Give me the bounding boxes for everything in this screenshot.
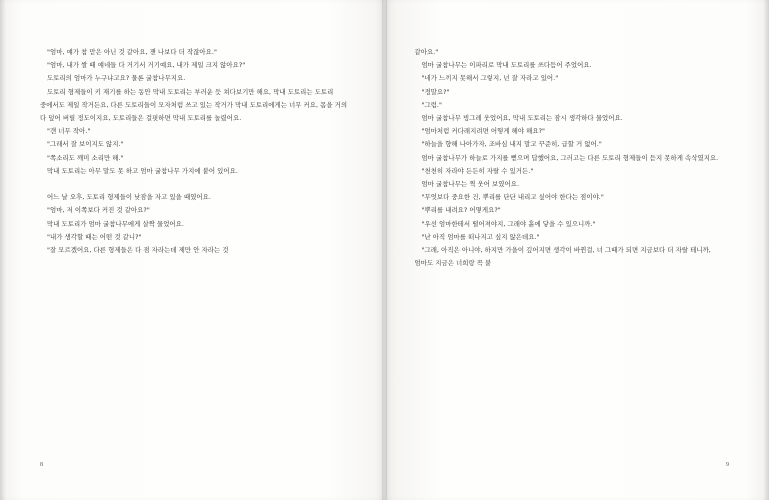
paragraph: 막내 도토리는 아무 말도 못 하고 엄마 굴참나무 가지에 붙어 있어요. <box>47 166 238 175</box>
paragraph: 같아요." <box>414 48 439 56</box>
paragraph: "엄마, 내가 쌀 때 얘네들 다 거기서 거기예요, 내가 제일 크지 않아요?" <box>47 61 246 70</box>
page-number-left: 8 <box>40 462 43 468</box>
paragraph: 엄마 굴참나무는 찍 웃어 보였어요. <box>421 180 520 189</box>
paragraph: "무엇보다 중요한 건, 뿌리를 단단 내리고 싶어야 한다는 점이야." <box>421 193 604 202</box>
paragraph: 엄마 굴참나무가 하늘로 가지를 뻗으며 답했어요, 그러고는 다른 도토리 형제들이 듣지 못하게 속삭였지요. <box>421 153 719 162</box>
paragraph: 엄마 굴참나무는 이파리로 막내 도토리를 쓰다듬어 주었어요. <box>421 61 592 70</box>
paragraph: 도토리 형제들이 키 재기를 하는 동안 막내 도토리는 부러운 듯 쳐다보기만 해요, 막내 도토리는 도토리 중에서도 제일 작거든요, 다른 도토리들이 모자처럼 쓰고 있는 작거가 막내 도토리에게는 너무 커요, 몸을 거의 다 덮어 버릴 정도이지요, 도토리들은 걸핏하면 막내 도토리를 놀렸어요. <box>40 87 348 123</box>
right-page-edge-shadow <box>763 0 769 500</box>
paragraph: 엄마 굴참나무 빙그레 웃었어요, 막내 도토리는 잠시 생각하다 물었어요. <box>421 114 623 123</box>
paragraph: "엄마, 저 이쪽보다 커진 것 같아요?" <box>47 206 150 215</box>
paragraph: "걘 너무 작아." <box>47 127 91 136</box>
paragraph: 막내 도토리가 엄마 굴참나무에게 살짝 물었어요. <box>47 219 184 228</box>
paragraph-spacer <box>40 178 355 191</box>
paragraph: "뿌리를 내려요? 어떻게요?" <box>421 206 501 215</box>
paragraph: "엄마처럼 커다래지려면 어떻게 해야 해요?" <box>421 127 546 136</box>
paragraph: "그래서 잘 보이지도 않지." <box>47 140 124 149</box>
paragraph: "우선 엄마한테서 떨어져야지, 그래야 흙에 닿을 수 있으니까." <box>421 219 596 228</box>
left-page-text <box>40 46 355 257</box>
right-page <box>385 0 769 500</box>
paragraph: "정말요?" <box>421 87 450 96</box>
paragraph: "그래, 아직은 아니야, 하지만 가을이 깊어지면 생각이 바뀐걸, 너 그때가 되면 지금보다 더 자랄 테니까, 엄마도 지금은 너희랑 꼭 붙 <box>414 246 711 268</box>
paragraph: "내가 생각할 때는 어떤 것 같니?" <box>47 232 142 241</box>
left-page-edge-shadow <box>0 0 6 500</box>
paragraph: "네가 느끼지 못해서 그렇지, 넌 잘 자라고 있어." <box>421 74 559 83</box>
paragraph: "하늘을 향해 나아가자, 조바심 내지 말고 꾸준히, 급할 거 없어." <box>421 140 602 149</box>
paragraph: 도토리의 엄마가 누구냐고요? 물론 굴참나무지요. <box>47 74 186 83</box>
paragraph: "천천히 자라야 든든히 자랄 수 있거든." <box>421 166 534 175</box>
paragraph: "그럼." <box>421 100 443 109</box>
paragraph: 어느 날 오후, 도토리 형제들이 낮잠을 자고 있을 때였어요. <box>47 193 211 202</box>
paragraph: "잘 모르겠어요, 다른 형제들은 다 점 자라는데 제만 안 자라는 것 <box>47 246 229 255</box>
paragraph: "엄마, 얘가 참 맏은 아닌 것 같아요, 쟨 나보다 더 작잖아요." <box>47 48 217 56</box>
right-page-text <box>415 46 730 270</box>
page-number-right: 9 <box>726 462 729 468</box>
paragraph: "난 아직 엄마를 떠나지고 싶지 않은데요." <box>421 232 540 241</box>
paragraph: "쪽소리도 깨미 소리만 해." <box>47 153 124 162</box>
